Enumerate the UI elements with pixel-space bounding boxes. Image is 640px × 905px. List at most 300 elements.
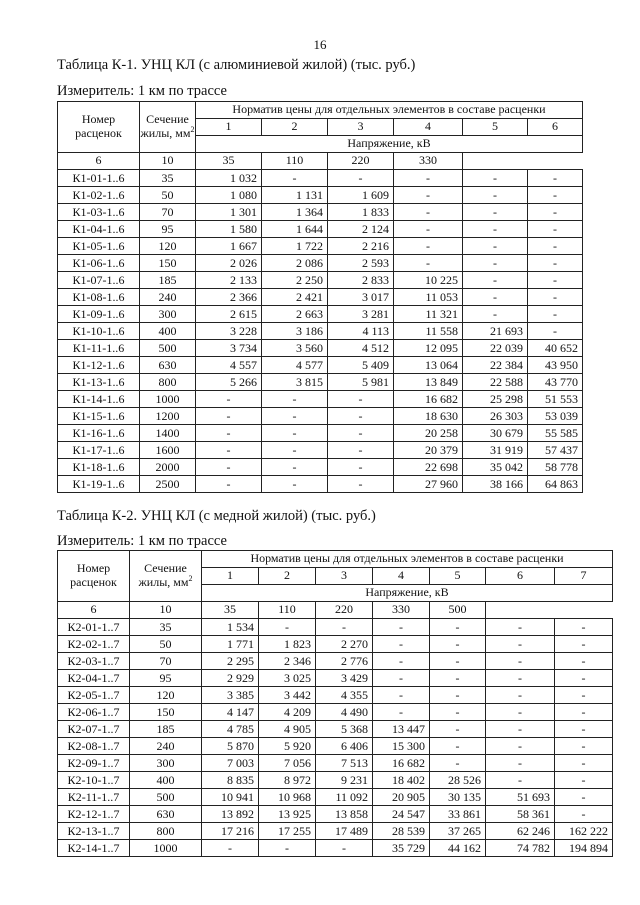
price-cell: 38 166 xyxy=(463,476,528,493)
section-cell: 630 xyxy=(140,357,196,374)
price-cell: - xyxy=(528,306,583,323)
price-cell: - xyxy=(528,204,583,221)
table1-aluminium xyxy=(57,101,583,493)
price-cell: 15 300 xyxy=(373,738,430,755)
table-row xyxy=(58,476,583,493)
price-cell: - xyxy=(328,391,394,408)
price-cell: 13 925 xyxy=(259,806,316,823)
price-cell: - xyxy=(262,476,328,493)
table-row xyxy=(58,187,583,204)
price-cell: - xyxy=(430,653,486,670)
price-cell: - xyxy=(373,619,430,636)
price-cell: 37 265 xyxy=(430,823,486,840)
price-cell: - xyxy=(262,391,328,408)
price-cell: - xyxy=(430,636,486,653)
price-cell: - xyxy=(373,704,430,721)
price-cell: 10 968 xyxy=(259,789,316,806)
section-cell: 800 xyxy=(130,823,202,840)
price-cell: 2 026 xyxy=(196,255,262,272)
table2-copper xyxy=(57,550,613,857)
price-cell: 1 667 xyxy=(196,238,262,255)
price-cell: - xyxy=(555,619,613,636)
price-cell: 3 815 xyxy=(262,374,328,391)
price-cell: 3 025 xyxy=(259,670,316,687)
price-cell: 11 321 xyxy=(394,306,463,323)
section-cell: 300 xyxy=(130,755,202,772)
code-cell: К1-04-1..6 xyxy=(58,221,140,238)
element-number-header: 4 xyxy=(394,119,463,136)
price-cell: 4 512 xyxy=(328,340,394,357)
voltage-header: Напряжение, кВ xyxy=(202,585,613,602)
section-cell: 185 xyxy=(130,721,202,738)
price-cell: 2 421 xyxy=(262,289,328,306)
element-number-header: 5 xyxy=(463,119,528,136)
group-header: Норматив цены для отдельных элементов в составе расценки xyxy=(196,102,583,119)
section-cell: 185 xyxy=(140,272,196,289)
price-cell: - xyxy=(262,408,328,425)
price-cell: - xyxy=(262,442,328,459)
table-row xyxy=(58,687,613,704)
section-cell: 50 xyxy=(140,187,196,204)
element-number-header: 7 xyxy=(555,568,613,585)
code-cell: К1-09-1..6 xyxy=(58,306,140,323)
price-cell: 10 225 xyxy=(394,272,463,289)
price-cell: 55 585 xyxy=(528,425,583,442)
table2-measure: Измеритель: 1 км по трассе xyxy=(57,533,227,549)
price-cell: 1 771 xyxy=(202,636,259,653)
price-cell: 4 905 xyxy=(259,721,316,738)
price-cell: 2 366 xyxy=(196,289,262,306)
price-cell: 13 064 xyxy=(394,357,463,374)
price-cell: - xyxy=(486,653,555,670)
price-cell: - xyxy=(486,670,555,687)
section-cell: 500 xyxy=(130,789,202,806)
price-cell: - xyxy=(394,255,463,272)
section-cell: 95 xyxy=(130,670,202,687)
section-cell: 70 xyxy=(140,204,196,221)
section-cell: 2000 xyxy=(140,459,196,476)
price-cell: 12 095 xyxy=(394,340,463,357)
price-cell: 194 894 xyxy=(555,840,613,857)
code-cell: К1-10-1..6 xyxy=(58,323,140,340)
code-cell: К2-14-1..7 xyxy=(58,840,130,857)
price-cell: 24 547 xyxy=(373,806,430,823)
price-cell: 11 558 xyxy=(394,323,463,340)
price-cell: 3 385 xyxy=(202,687,259,704)
column-header-code: Номер расценок xyxy=(58,102,140,153)
price-cell: - xyxy=(262,459,328,476)
page-number: 16 xyxy=(313,37,327,52)
price-cell: 74 782 xyxy=(486,840,555,857)
price-cell: 2 663 xyxy=(262,306,328,323)
price-cell: 26 303 xyxy=(463,408,528,425)
voltage-column-header: 220 xyxy=(316,602,373,619)
price-cell: 1 722 xyxy=(262,238,328,255)
price-cell: - xyxy=(430,738,486,755)
price-cell: 10 941 xyxy=(202,789,259,806)
price-cell: 13 447 xyxy=(373,721,430,738)
price-cell: - xyxy=(555,670,613,687)
section-cell: 1000 xyxy=(130,840,202,857)
price-cell: - xyxy=(430,704,486,721)
price-cell: - xyxy=(528,187,583,204)
price-cell: - xyxy=(463,306,528,323)
price-cell: 7 056 xyxy=(259,755,316,772)
code-cell: К2-08-1..7 xyxy=(58,738,130,755)
price-cell: 13 892 xyxy=(202,806,259,823)
table1-measure: Измеритель: 1 км по трассе xyxy=(57,83,227,99)
table-row xyxy=(58,755,613,772)
table-row xyxy=(58,408,583,425)
price-cell: 6 406 xyxy=(316,738,373,755)
section-cell: 150 xyxy=(140,255,196,272)
element-number-header: 1 xyxy=(202,568,259,585)
column-header-section: Сечение жилы, $мм^2$ xyxy=(140,102,196,153)
price-cell: 7 513 xyxy=(316,755,373,772)
price-cell: 2 929 xyxy=(202,670,259,687)
code-cell: К2-09-1..7 xyxy=(58,755,130,772)
table-row xyxy=(58,840,613,857)
price-cell: - xyxy=(528,255,583,272)
price-cell: - xyxy=(486,772,555,789)
price-cell: 3 228 xyxy=(196,323,262,340)
price-cell: - xyxy=(430,755,486,772)
price-cell: 28 526 xyxy=(430,772,486,789)
price-cell: 4 147 xyxy=(202,704,259,721)
table-row xyxy=(58,255,583,272)
price-cell: 22 588 xyxy=(463,374,528,391)
price-cell: - xyxy=(486,704,555,721)
price-cell: 4 113 xyxy=(328,323,394,340)
price-cell: 2 346 xyxy=(259,653,316,670)
price-cell: 1 032 xyxy=(196,170,262,187)
price-cell: 27 960 xyxy=(394,476,463,493)
code-cell: К1-05-1..6 xyxy=(58,238,140,255)
price-cell: 4 209 xyxy=(259,704,316,721)
price-cell: 1 131 xyxy=(262,187,328,204)
price-cell: 5 920 xyxy=(259,738,316,755)
column-header-code: Номер расценок xyxy=(58,551,130,602)
voltage-column-header: 110 xyxy=(259,602,316,619)
element-number-header: 6 xyxy=(486,568,555,585)
price-cell: - xyxy=(486,738,555,755)
price-cell: 1 644 xyxy=(262,221,328,238)
price-cell: - xyxy=(486,619,555,636)
price-cell: - xyxy=(196,442,262,459)
group-header: Норматив цены для отдельных элементов в составе расценки xyxy=(202,551,613,568)
price-cell: 3 442 xyxy=(259,687,316,704)
price-cell: 1 823 xyxy=(259,636,316,653)
price-cell: - xyxy=(196,408,262,425)
price-cell: - xyxy=(262,425,328,442)
table-row xyxy=(58,721,613,738)
code-cell: К1-12-1..6 xyxy=(58,357,140,374)
price-cell: 17 255 xyxy=(259,823,316,840)
code-cell: К2-01-1..7 xyxy=(58,619,130,636)
price-cell: 3 281 xyxy=(328,306,394,323)
code-cell: К1-13-1..6 xyxy=(58,374,140,391)
table-row xyxy=(58,170,583,187)
price-cell: 58 778 xyxy=(528,459,583,476)
price-cell: - xyxy=(528,238,583,255)
price-cell: - xyxy=(394,221,463,238)
price-cell: - xyxy=(394,238,463,255)
section-cell: 240 xyxy=(130,738,202,755)
price-cell: - xyxy=(555,704,613,721)
price-cell: - xyxy=(373,653,430,670)
code-cell: К1-03-1..6 xyxy=(58,204,140,221)
price-cell: 22 698 xyxy=(394,459,463,476)
section-cell: 2500 xyxy=(140,476,196,493)
price-cell: 13 858 xyxy=(316,806,373,823)
table-row xyxy=(58,272,583,289)
code-cell: К2-03-1..7 xyxy=(58,653,130,670)
price-cell: 3 734 xyxy=(196,340,262,357)
price-cell: 64 863 xyxy=(528,476,583,493)
section-cell: 500 xyxy=(140,340,196,357)
price-cell: - xyxy=(394,204,463,221)
price-cell: 43 950 xyxy=(528,357,583,374)
code-cell: К1-08-1..6 xyxy=(58,289,140,306)
price-cell: 44 162 xyxy=(430,840,486,857)
price-cell: 1 833 xyxy=(328,204,394,221)
code-cell: К2-11-1..7 xyxy=(58,789,130,806)
section-cell: 150 xyxy=(130,704,202,721)
price-cell: - xyxy=(555,806,613,823)
price-cell: - xyxy=(528,323,583,340)
price-cell: - xyxy=(463,170,528,187)
price-cell: - xyxy=(328,442,394,459)
code-cell: К2-12-1..7 xyxy=(58,806,130,823)
price-cell: - xyxy=(196,476,262,493)
section-cell: 120 xyxy=(140,238,196,255)
code-cell: К1-18-1..6 xyxy=(58,459,140,476)
price-cell: 8 835 xyxy=(202,772,259,789)
column-header-section: Сечение жилы, $мм^2$ xyxy=(130,551,202,602)
price-cell: 3 017 xyxy=(328,289,394,306)
price-cell: 30 135 xyxy=(430,789,486,806)
price-cell: - xyxy=(555,738,613,755)
price-cell: - xyxy=(463,221,528,238)
price-cell: 2 615 xyxy=(196,306,262,323)
table-row xyxy=(58,670,613,687)
price-cell: 57 437 xyxy=(528,442,583,459)
section-cell: 1200 xyxy=(140,408,196,425)
table-row xyxy=(58,221,583,238)
price-cell: 17 216 xyxy=(202,823,259,840)
table-row xyxy=(58,442,583,459)
price-cell: 33 861 xyxy=(430,806,486,823)
price-cell: 5 981 xyxy=(328,374,394,391)
price-cell: 35 729 xyxy=(373,840,430,857)
table-row xyxy=(58,806,613,823)
table1-title: Таблица К-1. УНЦ КЛ (с алюминиевой жилой) (тыс. руб.) xyxy=(57,57,416,73)
price-cell: - xyxy=(463,289,528,306)
price-cell: - xyxy=(373,636,430,653)
table-row xyxy=(58,619,613,636)
section-cell: 630 xyxy=(130,806,202,823)
price-cell: 22 039 xyxy=(463,340,528,357)
price-cell: - xyxy=(486,755,555,772)
price-cell: 20 258 xyxy=(394,425,463,442)
element-number-header: 2 xyxy=(262,119,328,136)
table-row xyxy=(58,459,583,476)
code-cell: К2-04-1..7 xyxy=(58,670,130,687)
section-cell: 95 xyxy=(140,221,196,238)
price-cell: 2 833 xyxy=(328,272,394,289)
price-cell: 2 133 xyxy=(196,272,262,289)
price-cell: - xyxy=(528,272,583,289)
price-cell: - xyxy=(555,687,613,704)
price-cell: - xyxy=(259,619,316,636)
price-cell: 21 693 xyxy=(463,323,528,340)
price-cell: 22 384 xyxy=(463,357,528,374)
price-cell: - xyxy=(430,687,486,704)
table-row xyxy=(58,789,613,806)
code-cell: К2-13-1..7 xyxy=(58,823,130,840)
price-cell: - xyxy=(394,187,463,204)
section-cell: 50 xyxy=(130,636,202,653)
price-cell: 51 553 xyxy=(528,391,583,408)
element-number-header: 3 xyxy=(328,119,394,136)
price-cell: 16 682 xyxy=(394,391,463,408)
price-cell: 1 580 xyxy=(196,221,262,238)
code-cell: К1-16-1..6 xyxy=(58,425,140,442)
price-cell: 1 080 xyxy=(196,187,262,204)
price-cell: 58 361 xyxy=(486,806,555,823)
code-cell: К1-02-1..6 xyxy=(58,187,140,204)
price-cell: 4 557 xyxy=(196,357,262,374)
price-cell: 51 693 xyxy=(486,789,555,806)
code-cell: К2-06-1..7 xyxy=(58,704,130,721)
table-row xyxy=(58,306,583,323)
element-number-header: 3 xyxy=(316,568,373,585)
code-cell: К1-14-1..6 xyxy=(58,391,140,408)
price-cell: - xyxy=(430,619,486,636)
section-cell: 35 xyxy=(130,619,202,636)
price-cell: 1 364 xyxy=(262,204,328,221)
price-cell: - xyxy=(196,459,262,476)
price-cell: 16 682 xyxy=(373,755,430,772)
price-cell: 5 870 xyxy=(202,738,259,755)
price-cell: 1 609 xyxy=(328,187,394,204)
price-cell: 8 972 xyxy=(259,772,316,789)
price-cell: - xyxy=(196,425,262,442)
section-cell: 400 xyxy=(130,772,202,789)
price-cell: 162 222 xyxy=(555,823,613,840)
element-number-header: 4 xyxy=(373,568,430,585)
table-row xyxy=(58,357,583,374)
table-row xyxy=(58,238,583,255)
table-row xyxy=(58,204,583,221)
price-cell: - xyxy=(394,170,463,187)
table-row xyxy=(58,772,613,789)
table-row xyxy=(58,636,613,653)
price-cell: 7 003 xyxy=(202,755,259,772)
price-cell: - xyxy=(463,187,528,204)
price-cell: - xyxy=(463,255,528,272)
price-cell: 2 216 xyxy=(328,238,394,255)
price-cell: 4 490 xyxy=(316,704,373,721)
section-cell: 35 xyxy=(140,170,196,187)
price-cell: 5 266 xyxy=(196,374,262,391)
price-cell: 13 849 xyxy=(394,374,463,391)
price-cell: 9 231 xyxy=(316,772,373,789)
table-row xyxy=(58,289,583,306)
price-cell: - xyxy=(328,476,394,493)
price-cell: - xyxy=(430,721,486,738)
price-cell: - xyxy=(316,619,373,636)
price-cell: 18 630 xyxy=(394,408,463,425)
price-cell: 2 250 xyxy=(262,272,328,289)
price-cell: 31 919 xyxy=(463,442,528,459)
price-cell: - xyxy=(463,238,528,255)
element-number-header: 6 xyxy=(528,119,583,136)
price-cell: - xyxy=(555,755,613,772)
price-cell: - xyxy=(373,670,430,687)
voltage-column-header: 6 xyxy=(58,153,140,170)
price-cell: 2 086 xyxy=(262,255,328,272)
element-number-header: 5 xyxy=(430,568,486,585)
price-cell: - xyxy=(262,170,328,187)
table-row xyxy=(58,391,583,408)
price-cell: - xyxy=(328,408,394,425)
table-row xyxy=(58,340,583,357)
table2-title: Таблица К-2. УНЦ КЛ (с медной жилой) (тыс. руб.) xyxy=(57,508,376,524)
price-cell: - xyxy=(528,221,583,238)
price-cell: - xyxy=(373,687,430,704)
code-cell: К1-15-1..6 xyxy=(58,408,140,425)
voltage-column-header: 10 xyxy=(130,602,202,619)
price-cell: - xyxy=(328,425,394,442)
price-cell: - xyxy=(486,636,555,653)
table-row xyxy=(58,653,613,670)
price-cell: - xyxy=(486,687,555,704)
price-cell: 20 379 xyxy=(394,442,463,459)
voltage-column-header: 6 xyxy=(58,602,130,619)
price-cell: 3 429 xyxy=(316,670,373,687)
price-cell: 28 539 xyxy=(373,823,430,840)
price-cell: - xyxy=(316,840,373,857)
section-cell: 120 xyxy=(130,687,202,704)
price-cell: 1 534 xyxy=(202,619,259,636)
price-cell: 30 679 xyxy=(463,425,528,442)
section-cell: 1400 xyxy=(140,425,196,442)
price-cell: - xyxy=(555,772,613,789)
price-cell: - xyxy=(555,721,613,738)
voltage-column-header: 330 xyxy=(394,153,463,170)
code-cell: К2-07-1..7 xyxy=(58,721,130,738)
table-row xyxy=(58,704,613,721)
table-row xyxy=(58,374,583,391)
price-cell: 5 368 xyxy=(316,721,373,738)
price-cell: 4 355 xyxy=(316,687,373,704)
table-row xyxy=(58,323,583,340)
voltage-column-header: 220 xyxy=(328,153,394,170)
price-cell: 2 776 xyxy=(316,653,373,670)
price-cell: 2 295 xyxy=(202,653,259,670)
price-cell: 25 298 xyxy=(463,391,528,408)
voltage-column-header: 10 xyxy=(140,153,196,170)
code-cell: К1-17-1..6 xyxy=(58,442,140,459)
section-cell: 300 xyxy=(140,306,196,323)
price-cell: 53 039 xyxy=(528,408,583,425)
code-cell: К1-07-1..6 xyxy=(58,272,140,289)
price-cell: 11 092 xyxy=(316,789,373,806)
price-cell: - xyxy=(196,391,262,408)
price-cell: 2 270 xyxy=(316,636,373,653)
code-cell: К2-10-1..7 xyxy=(58,772,130,789)
